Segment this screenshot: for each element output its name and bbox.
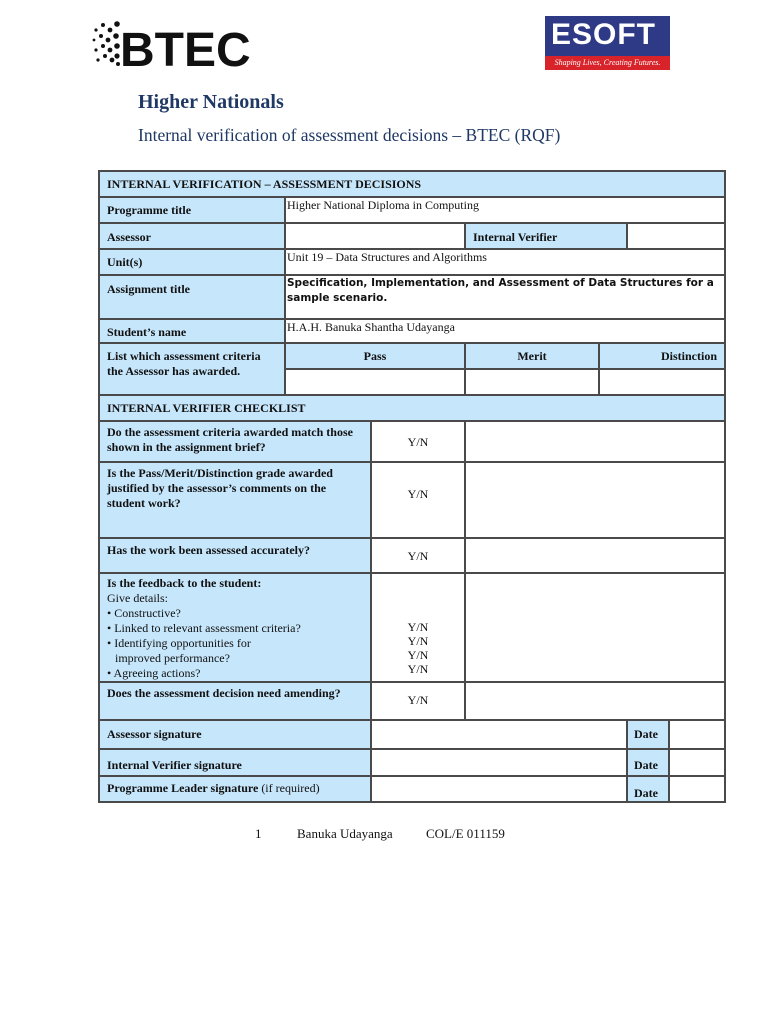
footer-name: Banuka Udayanga (297, 826, 393, 841)
feedback-heading: Is the feedback to the student: (107, 576, 262, 590)
programme-leader-signature-field[interactable] (371, 776, 627, 802)
internal-verifier-label: Internal Verifier (465, 223, 627, 249)
internal-verifier-date-label: Date (627, 749, 669, 776)
distinction-field[interactable] (599, 369, 725, 395)
feedback-item-opportunities: • Identifying opportunities for (107, 636, 251, 650)
yn-criteria-match[interactable]: Y/N (371, 421, 465, 462)
verification-form (98, 170, 726, 803)
checklist-title: INTERNAL VERIFIER CHECKLIST (99, 395, 725, 421)
assessor-field[interactable] (285, 223, 465, 249)
checklist-question-feedback (99, 573, 371, 682)
feedback-item-improved: improved performance? (115, 651, 230, 665)
programme-leader-signature-label (99, 776, 371, 802)
yn-feedback-agreeing[interactable]: Y/N (407, 662, 429, 676)
assessor-date-label: Date (627, 720, 669, 749)
internal-verifier-field[interactable] (627, 223, 725, 249)
merit-header: Merit (465, 343, 599, 369)
pass-header: Pass (285, 343, 465, 369)
btec-logo (90, 16, 260, 72)
yn-feedback-group (371, 573, 465, 682)
criteria-label: List which assessment criteria the Assessor has awarded. (99, 343, 285, 395)
internal-verifier-signature-field[interactable] (371, 749, 627, 776)
yn-decision-amending[interactable]: Y/N (371, 682, 465, 720)
checklist-question-grade-justified: Is the Pass/Merit/Distinction grade awarded justified by the assessor’s comments on the student work? (99, 462, 371, 538)
programme-leader-signature-text: Programme Leader signature (107, 781, 259, 795)
esoft-logo-text: ESOFT (551, 18, 657, 51)
programme-leader-date-field[interactable] (669, 776, 725, 802)
section-title: INTERNAL VERIFICATION – ASSESSMENT DECISIONS (99, 171, 725, 197)
checklist-question-assessed-accurately: Has the work been assessed accurately? (99, 538, 371, 573)
distinction-header: Distinction (599, 343, 725, 369)
esoft-tagline: Shaping Lives, Creating Futures. (545, 56, 670, 70)
units-label: Unit(s) (99, 249, 285, 275)
page-title: Higher Nationals (138, 91, 284, 113)
comment-grade-justified[interactable] (465, 462, 725, 538)
student-name-field[interactable]: H.A.H. Banuka Shantha Udayanga (285, 319, 725, 343)
assessor-signature-field[interactable] (371, 720, 627, 749)
comment-criteria-match[interactable] (465, 421, 725, 462)
assessor-date-field[interactable] (669, 720, 725, 749)
feedback-give-details: Give details: (107, 591, 168, 605)
assignment-title-label: Assignment title (99, 275, 285, 319)
footer-id: COL/E 011159 (426, 826, 505, 841)
programme-title-field[interactable]: Higher National Diploma in Computing (285, 197, 725, 223)
internal-verifier-signature-label: Internal Verifier signature (99, 749, 371, 776)
student-name-label: Student’s name (99, 319, 285, 343)
yn-feedback-constructive[interactable]: Y/N (407, 620, 429, 634)
assessor-label: Assessor (99, 223, 285, 249)
feedback-item-agreeing: • Agreeing actions? (107, 666, 201, 680)
yn-grade-justified[interactable]: Y/N (371, 462, 465, 538)
units-field[interactable]: Unit 19 – Data Structures and Algorithms (285, 249, 725, 275)
pass-field[interactable] (285, 369, 465, 395)
checklist-question-criteria-match: Do the assessment criteria awarded match those shown in the assignment brief? (99, 421, 371, 462)
assignment-title-field[interactable]: Specification, Implementation, and Assessment of Data Structures for a sample scenario. (285, 275, 725, 319)
yn-assessed-accurately[interactable]: Y/N (371, 538, 465, 573)
assessor-signature-label: Assessor signature (99, 720, 371, 749)
internal-verifier-date-field[interactable] (669, 749, 725, 776)
if-required-note: (if required) (261, 781, 320, 795)
programme-title-label: Programme title (99, 197, 285, 223)
feedback-item-linked: • Linked to relevant assessment criteria? (107, 621, 301, 635)
yn-feedback-linked[interactable]: Y/N (407, 634, 429, 648)
comment-feedback[interactable] (465, 573, 725, 682)
page-number: 1 (255, 826, 262, 841)
esoft-logo (545, 16, 670, 70)
comment-assessed-accurately[interactable] (465, 538, 725, 573)
checklist-question-decision-amending: Does the assessment decision need amending? (99, 682, 371, 720)
comment-decision-amending[interactable] (465, 682, 725, 720)
programme-leader-date-label: Date (627, 776, 669, 802)
btec-logo-text: BTEC (120, 24, 251, 72)
feedback-item-constructive: • Constructive? (107, 606, 181, 620)
merit-field[interactable] (465, 369, 599, 395)
yn-feedback-opportunities[interactable]: Y/N (407, 648, 429, 662)
page-subtitle: Internal verification of assessment decisions – BTEC (RQF) (138, 125, 561, 145)
